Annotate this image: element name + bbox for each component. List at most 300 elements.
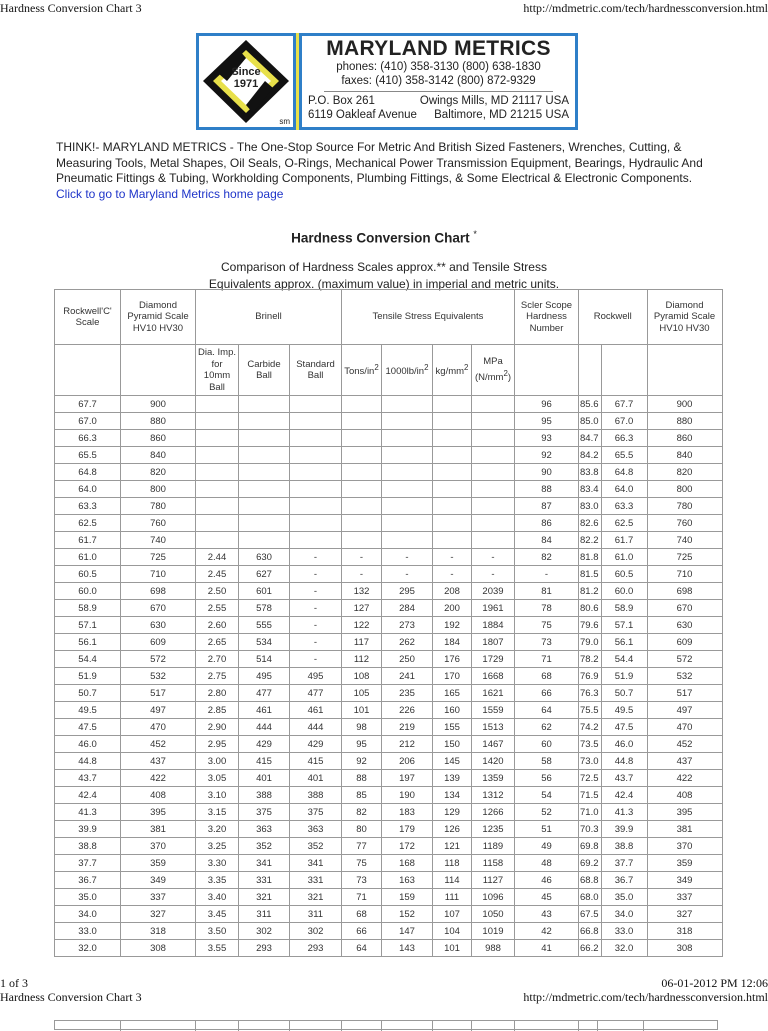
table-cell: 495 xyxy=(290,668,342,685)
subtitle xyxy=(0,259,768,293)
table-cell: 337 xyxy=(121,889,196,906)
table-cell: 710 xyxy=(647,566,722,583)
table-cell: 497 xyxy=(121,702,196,719)
table-cell: 415 xyxy=(290,753,342,770)
table-row xyxy=(55,804,723,821)
table-cell: - xyxy=(433,566,472,583)
table-cell: 85 xyxy=(342,787,382,804)
table-cell: 3.15 xyxy=(196,804,239,821)
unit-label: ) xyxy=(507,372,512,384)
table-cell: 172 xyxy=(382,838,433,855)
table-cell: 51.9 xyxy=(55,668,121,685)
table-cell: 159 xyxy=(382,889,433,906)
table-cell: 67.7 xyxy=(601,396,647,413)
table-row xyxy=(55,940,723,957)
table-cell: 190 xyxy=(382,787,433,804)
col-tons-in2 xyxy=(342,345,382,396)
table-cell: 444 xyxy=(239,719,290,736)
table-cell: 78 xyxy=(515,600,579,617)
table-cell: 401 xyxy=(239,770,290,787)
print-header-url: http://mdmetric.com/tech/hardnessconversion.html xyxy=(523,1,768,15)
table-cell: 82.2 xyxy=(579,532,602,549)
table-cell: 2.65 xyxy=(196,634,239,651)
table-cell: 168 xyxy=(382,855,433,872)
table-cell: 134 xyxy=(433,787,472,804)
table-cell: 85.0 xyxy=(579,413,602,430)
logo-addr2-right: Baltimore, MD 21215 USA xyxy=(434,109,569,121)
table-cell: 61.0 xyxy=(601,549,647,566)
title-text: Hardness Conversion Chart xyxy=(291,230,470,246)
table-cell: 96 xyxy=(515,396,579,413)
table-cell xyxy=(342,498,382,515)
table-cell: 92 xyxy=(342,753,382,770)
col-scleroscope: Scler Scope Hardness Number xyxy=(515,290,579,345)
table-cell: 318 xyxy=(121,923,196,940)
table-cell: 98 xyxy=(342,719,382,736)
table-cell: 3.30 xyxy=(196,855,239,872)
table-cell: 2.55 xyxy=(196,600,239,617)
table-cell: 698 xyxy=(121,583,196,600)
title-footnote-mark: * xyxy=(473,229,477,239)
table-cell: 840 xyxy=(121,447,196,464)
table-row xyxy=(55,515,723,532)
table-cell xyxy=(342,413,382,430)
table-cell: - xyxy=(290,549,342,566)
table-row xyxy=(55,821,723,838)
table-cell: 43.7 xyxy=(55,770,121,787)
table-cell: 63.3 xyxy=(601,498,647,515)
table-cell: 73 xyxy=(515,634,579,651)
print-datetime: 06-01-2012 PM 12:06 xyxy=(661,976,768,990)
table-cell: 422 xyxy=(647,770,722,787)
table-cell: 1961 xyxy=(472,600,515,617)
table-cell: 262 xyxy=(382,634,433,651)
table-cell xyxy=(239,481,290,498)
table-cell: 41.3 xyxy=(601,804,647,821)
table-row xyxy=(55,685,723,702)
table-cell: - xyxy=(433,549,472,566)
table-cell: 60.5 xyxy=(55,566,121,583)
table-cell: 408 xyxy=(121,787,196,804)
unit-label: Tons/in xyxy=(344,366,375,378)
table-cell: 69.8 xyxy=(579,838,602,855)
table-cell: 64.0 xyxy=(55,481,121,498)
table-cell: 66.2 xyxy=(579,940,602,957)
table-cell xyxy=(472,413,515,430)
table-cell: 163 xyxy=(382,872,433,889)
table-cell: 54.4 xyxy=(55,651,121,668)
table-cell xyxy=(239,498,290,515)
table-row xyxy=(55,770,723,787)
table-cell: 1621 xyxy=(472,685,515,702)
table-cell: - xyxy=(515,566,579,583)
table-cell: 67.0 xyxy=(601,413,647,430)
table-cell: 60.5 xyxy=(601,566,647,583)
col-1000lb-in2 xyxy=(382,345,433,396)
table-cell: 1559 xyxy=(472,702,515,719)
table-cell: 308 xyxy=(647,940,722,957)
col-diamond-pyramid: Diamond Pyramid Scale HV10 HV30 xyxy=(121,290,196,345)
table-cell: 477 xyxy=(239,685,290,702)
table-cell: 68.0 xyxy=(579,889,602,906)
table-cell: 534 xyxy=(239,634,290,651)
table-cell: 58.9 xyxy=(55,600,121,617)
table-cell: 41 xyxy=(515,940,579,957)
table-cell: 780 xyxy=(121,498,196,515)
table-cell: 370 xyxy=(121,838,196,855)
table-cell: 318 xyxy=(647,923,722,940)
table-cell xyxy=(239,515,290,532)
table-cell: 85.6 xyxy=(579,396,602,413)
table-cell: 83.4 xyxy=(579,481,602,498)
table-cell: 165 xyxy=(433,685,472,702)
table-cell: 183 xyxy=(382,804,433,821)
table-cell: 43 xyxy=(515,906,579,923)
table-cell: 84.7 xyxy=(579,430,602,447)
table-cell: 1127 xyxy=(472,872,515,889)
table-cell: - xyxy=(290,566,342,583)
table-cell: 83.8 xyxy=(579,464,602,481)
table-cell: 461 xyxy=(290,702,342,719)
table-cell: 241 xyxy=(382,668,433,685)
table-cell: 349 xyxy=(647,872,722,889)
table-cell: 46 xyxy=(515,872,579,889)
table-cell: 84.2 xyxy=(579,447,602,464)
table-cell: 75 xyxy=(515,617,579,634)
unit-label: (N/mm xyxy=(474,372,504,384)
table-cell: 3.05 xyxy=(196,770,239,787)
table-cell: 73 xyxy=(342,872,382,889)
table-cell: 33.0 xyxy=(55,923,121,940)
table-cell: 630 xyxy=(239,549,290,566)
table-row xyxy=(55,549,723,566)
table-row xyxy=(55,906,723,923)
table-cell: 375 xyxy=(290,804,342,821)
table-cell xyxy=(472,396,515,413)
table-cell: 71.5 xyxy=(579,787,602,804)
table-cell: 84 xyxy=(515,532,579,549)
table-cell: 118 xyxy=(433,855,472,872)
table-cell: 68 xyxy=(515,668,579,685)
table-cell: 321 xyxy=(290,889,342,906)
table-cell xyxy=(472,515,515,532)
table-cell: 900 xyxy=(647,396,722,413)
table-cell: 517 xyxy=(121,685,196,702)
table-cell: 401 xyxy=(290,770,342,787)
table-cell: 43.7 xyxy=(601,770,647,787)
table-cell: 429 xyxy=(239,736,290,753)
table-cell: 52 xyxy=(515,804,579,821)
table-cell: 572 xyxy=(647,651,722,668)
table-cell xyxy=(342,447,382,464)
table-cell: 92 xyxy=(515,447,579,464)
table-cell: 578 xyxy=(239,600,290,617)
table-cell: 235 xyxy=(382,685,433,702)
table-cell: 1884 xyxy=(472,617,515,634)
table-cell xyxy=(196,481,239,498)
table-cell: 609 xyxy=(647,634,722,651)
table-cell: 388 xyxy=(239,787,290,804)
table-cell: 375 xyxy=(239,804,290,821)
table-cell: 66.3 xyxy=(601,430,647,447)
table-cell: 57.1 xyxy=(601,617,647,634)
table-cell: 3.55 xyxy=(196,940,239,957)
table-cell xyxy=(196,430,239,447)
table-cell: 555 xyxy=(239,617,290,634)
table-cell: 1019 xyxy=(472,923,515,940)
table-cell: 3.00 xyxy=(196,753,239,770)
table-cell: 32.0 xyxy=(601,940,647,957)
table-cell: - xyxy=(472,549,515,566)
table-cell: 760 xyxy=(121,515,196,532)
table-cell: 67.0 xyxy=(55,413,121,430)
table-cell: 160 xyxy=(433,702,472,719)
table-cell: 65.5 xyxy=(55,447,121,464)
table-cell xyxy=(290,430,342,447)
table-cell: 2.45 xyxy=(196,566,239,583)
table-cell xyxy=(290,481,342,498)
table-cell: 452 xyxy=(647,736,722,753)
table-cell: 627 xyxy=(239,566,290,583)
table-cell: 35.0 xyxy=(601,889,647,906)
table-cell: 341 xyxy=(239,855,290,872)
table-cell: 49.5 xyxy=(55,702,121,719)
table-cell: 302 xyxy=(239,923,290,940)
table-cell: 900 xyxy=(121,396,196,413)
table-cell xyxy=(472,532,515,549)
table-row xyxy=(55,736,723,753)
table-cell: 352 xyxy=(239,838,290,855)
table-cell: 54.4 xyxy=(601,651,647,668)
table-cell xyxy=(290,413,342,430)
table-cell: 127 xyxy=(342,600,382,617)
table-cell xyxy=(342,396,382,413)
intro-text: THINK!- MARYLAND METRICS - The One-Stop Source For Metric And British Sized Fasteners, Wrenches, Cutting, & Measuring Tools, Metal Shapes, Oil Seals, O-Rings, Mechanical Power Transmission Equipment, Bearings, Hydraulic And Pneumatic Fittings & Tubing, Workholding Components, Plumbing Fittings, & Some Electrical & Electronic Components. xyxy=(56,140,703,186)
table-cell xyxy=(472,498,515,515)
table-cell: 76.9 xyxy=(579,668,602,685)
table-cell: 352 xyxy=(290,838,342,855)
table-cell: 82.6 xyxy=(579,515,602,532)
table-row xyxy=(55,702,723,719)
table-row xyxy=(55,787,723,804)
table-cell: 2.85 xyxy=(196,702,239,719)
logo-addr1-right: Owings Mills, MD 21117 USA xyxy=(419,95,569,107)
table-cell xyxy=(239,447,290,464)
table-row xyxy=(55,583,723,600)
table-cell: 208 xyxy=(433,583,472,600)
maryland-metrics-logo xyxy=(196,33,578,130)
col-dia-imp: Dia. Imp. for 10mm Ball xyxy=(196,345,239,396)
table-cell: 3.10 xyxy=(196,787,239,804)
logo-faxes: faxes: (410) 358-3142 (800) 872-9329 xyxy=(341,75,536,87)
table-cell: 73.0 xyxy=(579,753,602,770)
col-carbide-ball: Carbide Ball xyxy=(239,345,290,396)
page2-table-top xyxy=(54,1020,718,1030)
table-cell: 349 xyxy=(121,872,196,889)
table-cell: 143 xyxy=(382,940,433,957)
table-cell: 470 xyxy=(121,719,196,736)
logo-year: 1971 xyxy=(233,78,259,90)
table-cell: 860 xyxy=(121,430,196,447)
table-cell: 68.8 xyxy=(579,872,602,889)
table-cell xyxy=(196,498,239,515)
table-cell: 50.7 xyxy=(601,685,647,702)
table-cell: 532 xyxy=(121,668,196,685)
table-cell: 311 xyxy=(239,906,290,923)
table-cell: 62.5 xyxy=(55,515,121,532)
table-cell: 44.8 xyxy=(601,753,647,770)
table-row xyxy=(55,889,723,906)
table-cell: 176 xyxy=(433,651,472,668)
table-cell: 47.5 xyxy=(601,719,647,736)
table-cell: 42.4 xyxy=(601,787,647,804)
table-row xyxy=(55,753,723,770)
table-cell xyxy=(472,464,515,481)
table-row xyxy=(55,532,723,549)
table-cell: 90 xyxy=(515,464,579,481)
table-cell: 532 xyxy=(647,668,722,685)
table-cell: 49.5 xyxy=(601,702,647,719)
table-row xyxy=(55,464,723,481)
table-cell xyxy=(342,515,382,532)
table-cell: 39.9 xyxy=(55,821,121,838)
table-cell: 327 xyxy=(647,906,722,923)
table-cell: 95 xyxy=(515,413,579,430)
logo-diamond-mark xyxy=(196,33,296,130)
table-cell: 36.7 xyxy=(55,872,121,889)
table-cell: 3.50 xyxy=(196,923,239,940)
table-cell: 58.9 xyxy=(601,600,647,617)
table-cell: 800 xyxy=(647,481,722,498)
table-row xyxy=(55,413,723,430)
table-cell: 79.0 xyxy=(579,634,602,651)
table-cell: 69.2 xyxy=(579,855,602,872)
logo-phones: phones: (410) 358-3130 (800) 638-1830 xyxy=(336,61,541,73)
table-cell: 37.7 xyxy=(601,855,647,872)
unit-label: MPa xyxy=(483,356,503,368)
table-cell: 840 xyxy=(647,447,722,464)
table-cell: 3.45 xyxy=(196,906,239,923)
table-cell: 58 xyxy=(515,753,579,770)
table-cell xyxy=(196,447,239,464)
table-cell xyxy=(433,481,472,498)
logo-brand: MARYLAND METRICS xyxy=(326,37,551,60)
table-cell: 1668 xyxy=(472,668,515,685)
table-cell: 56.1 xyxy=(601,634,647,651)
table-row xyxy=(55,668,723,685)
table-cell: - xyxy=(290,583,342,600)
table-cell: 395 xyxy=(121,804,196,821)
table-cell: 61.0 xyxy=(55,549,121,566)
table-cell xyxy=(239,396,290,413)
table-cell: 517 xyxy=(647,685,722,702)
table-cell: 725 xyxy=(647,549,722,566)
unit-sup: 2 xyxy=(464,363,469,373)
table-cell xyxy=(342,481,382,498)
table-cell: 184 xyxy=(433,634,472,651)
table-row xyxy=(55,430,723,447)
table-cell: 725 xyxy=(121,549,196,566)
table-cell: 381 xyxy=(121,821,196,838)
table-cell: 331 xyxy=(239,872,290,889)
table-cell: 39.9 xyxy=(601,821,647,838)
table-row xyxy=(55,651,723,668)
table-cell: 226 xyxy=(382,702,433,719)
table-cell: 1513 xyxy=(472,719,515,736)
table-cell: 880 xyxy=(121,413,196,430)
table-cell: 36.7 xyxy=(601,872,647,889)
table-cell: 47.5 xyxy=(55,719,121,736)
table-cell: 71 xyxy=(515,651,579,668)
table-cell: 33.0 xyxy=(601,923,647,940)
table-cell: 73.5 xyxy=(579,736,602,753)
table-cell: 82 xyxy=(342,804,382,821)
home-page-link[interactable]: Click to go to Maryland Metrics home page xyxy=(56,187,284,202)
table-cell: 1467 xyxy=(472,736,515,753)
unit-sup: 2 xyxy=(424,363,429,373)
table-cell: 42.4 xyxy=(55,787,121,804)
table-cell: 104 xyxy=(433,923,472,940)
table-cell: 311 xyxy=(290,906,342,923)
table-cell: 61.7 xyxy=(601,532,647,549)
table-cell: 670 xyxy=(647,600,722,617)
table-cell: 331 xyxy=(290,872,342,889)
table-cell: 321 xyxy=(239,889,290,906)
table-cell: 363 xyxy=(239,821,290,838)
table-row xyxy=(55,855,723,872)
table-cell xyxy=(290,447,342,464)
table-cell: - xyxy=(290,617,342,634)
unit-label: 1000lb/in xyxy=(385,366,425,378)
table-cell: 56 xyxy=(515,770,579,787)
table-cell: 35.0 xyxy=(55,889,121,906)
table-cell: 200 xyxy=(433,600,472,617)
table-cell: 79.6 xyxy=(579,617,602,634)
table-cell: 179 xyxy=(382,821,433,838)
table-cell: 34.0 xyxy=(601,906,647,923)
table-cell: 495 xyxy=(239,668,290,685)
table-cell: 64 xyxy=(515,702,579,719)
table-row xyxy=(55,617,723,634)
table-cell: 308 xyxy=(121,940,196,957)
table-cell: 117 xyxy=(342,634,382,651)
table-cell: 41.3 xyxy=(55,804,121,821)
table-cell: 3.40 xyxy=(196,889,239,906)
table-cell: 293 xyxy=(290,940,342,957)
table-cell: - xyxy=(382,549,433,566)
table-cell: 67.5 xyxy=(579,906,602,923)
table-cell: 388 xyxy=(290,787,342,804)
table-cell: 112 xyxy=(342,651,382,668)
col-diamond-pyramid-2: Diamond Pyramid Scale HV10 HV30 xyxy=(647,290,722,345)
col-rockwell-c: Rockwell'C' Scale xyxy=(55,290,121,345)
table-cell xyxy=(239,464,290,481)
table-cell: 86 xyxy=(515,515,579,532)
table-cell: 740 xyxy=(121,532,196,549)
table-cell: 87 xyxy=(515,498,579,515)
table-cell: 219 xyxy=(382,719,433,736)
table-cell: 880 xyxy=(647,413,722,430)
table-cell: 74.2 xyxy=(579,719,602,736)
table-cell: 64.0 xyxy=(601,481,647,498)
table-cell: 609 xyxy=(121,634,196,651)
table-cell: 3.20 xyxy=(196,821,239,838)
table-cell: - xyxy=(290,634,342,651)
table-row xyxy=(55,838,723,855)
table-row xyxy=(55,872,723,889)
table-cell: 60.0 xyxy=(55,583,121,600)
table-row xyxy=(55,498,723,515)
